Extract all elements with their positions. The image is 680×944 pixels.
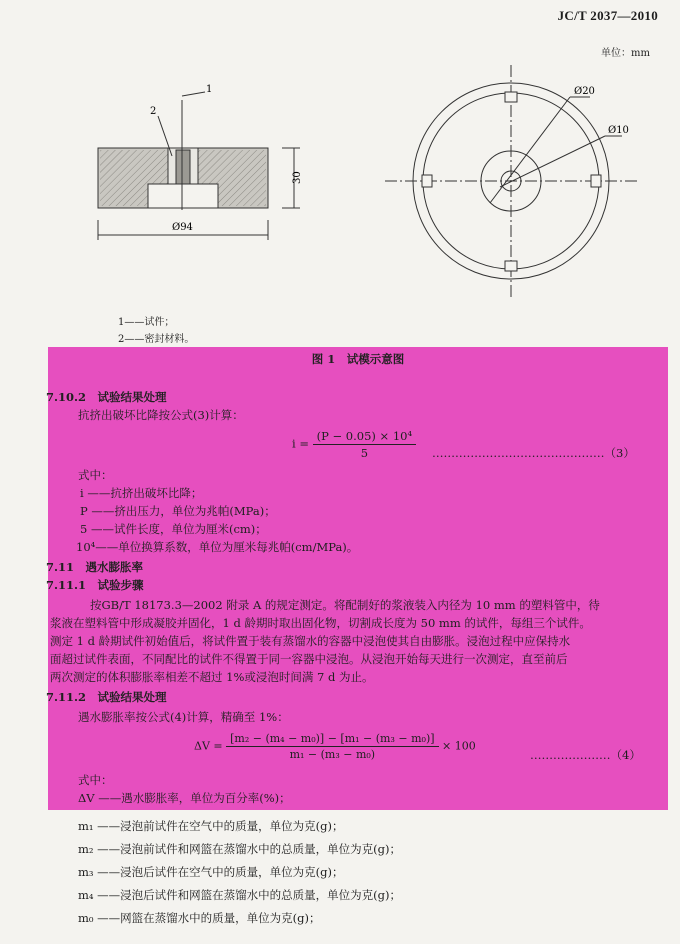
dim-diameter-10: Ø10 [608,125,629,136]
unit-label: 单位：mm [601,48,650,59]
figure-1-drawing [0,60,680,350]
legend-item-1: 1——试件； [118,317,175,328]
standard-number: JC/T 2037—2010 [557,8,658,23]
formula-4-fraction [226,732,438,761]
formula-3-numerator: (P − 0.05) × 10⁴ [313,429,416,445]
def-10-4: 10⁴——单位换算系数，单位为厘米每兆帕(cm/MPa)。 [76,540,359,554]
mold-plan-view [385,65,637,297]
mold-section-view [98,92,300,240]
para-line-3: 测定 1 d 龄期试件初始值后，将试件置于装有蒸馏水的容器中浸泡使其自由膨胀。浸泡过程中应保持水 [50,634,571,648]
formula-4-numerator: [m₂ − (m₄ − m₀)] − [m₁ − (m₃ − m₀)] [226,732,438,747]
formula-3-fraction [313,429,416,460]
formula-3-number: ………………………………………（3） [432,446,635,460]
formula-4-tail: × 100 [442,739,476,753]
formula-3-lhs: i = [292,436,309,451]
heading-7-11-1: 7.11.1 试验步骤 [46,578,144,592]
def-m3: m₃ ——浸泡后试件在空气中的质量，单位为克(g)； [78,865,344,879]
dim-height: 30 [292,171,303,184]
def-5: 5 ——试件长度，单位为厘米(cm)； [80,522,267,536]
para-line-4: 面超过试件表面，不同配比的试件不得置于同一容器中浸泡。从浸泡开始每天进行一次测定，直至前后 [50,652,568,666]
def-delta-v: ΔV ——遇水膨胀率，单位为百分率(%)； [78,791,291,805]
formula-4-denominator: m₁ − (m₃ − m₀) [289,748,376,761]
heading-7-11-2: 7.11.2 试验结果处理 [46,690,167,704]
para-line-5: 两次测定的体积膨胀率相差不超过 1%或浸泡时间满 7 d 为止。 [50,670,374,684]
formula-3-intro: 抗挤出破坏比降按公式(3)计算： [78,408,244,422]
callout-1: 1 [206,84,213,95]
figure-caption: 图 1 试模示意图 [311,352,405,366]
formula-4 [194,732,476,761]
highlighted-region [48,347,668,810]
formula-3-denominator: 5 [360,446,369,460]
heading-7-11: 7.11 遇水膨胀率 [46,560,144,574]
def-m4: m₄ ——浸泡后试件和网篮在蒸馏水中的总质量，单位为克(g)； [78,888,402,902]
def-p: P ——挤出压力，单位为兆帕(MPa)； [80,504,276,518]
def-m1: m₁ ——浸泡前试件在空气中的质量，单位为克(g)； [78,819,344,833]
dim-diameter-20: Ø20 [574,86,595,97]
formula-4-intro: 遇水膨胀率按公式(4)计算，精确至 1%： [78,710,289,724]
def-i: i ——抗挤出破坏比降； [80,486,203,500]
def-m0: m₀ ——网篮在蒸馏水中的质量，单位为克(g)； [78,911,321,925]
formula-3-where: 式中： [78,468,113,482]
heading-7-10-2: 7.10.2 试验结果处理 [46,390,167,404]
formula-4-where: 式中： [78,773,113,787]
para-line-1: 按GB/T 18173.3—2002 附录 A 的规定测定。将配制好的浆液装入内径为 10 mm 的塑料管中，待 [90,598,600,612]
formula-4-number: …………………（4） [530,748,641,762]
def-m2: m₂ ——浸泡前试件和网篮在蒸馏水中的总质量，单位为克(g)； [78,842,402,856]
callout-2: 2 [150,106,157,117]
dim-diameter-94: Ø94 [172,222,193,233]
legend-item-2: 2——密封材料。 [118,334,195,345]
formula-4-lhs: ΔV = [194,739,223,753]
formula-3 [292,429,416,460]
para-line-2: 浆液在塑料管中形成凝胶并固化，1 d 龄期时取出固化物，切割成长度为 50 mm 的试件，每组三个试件。 [50,616,591,630]
